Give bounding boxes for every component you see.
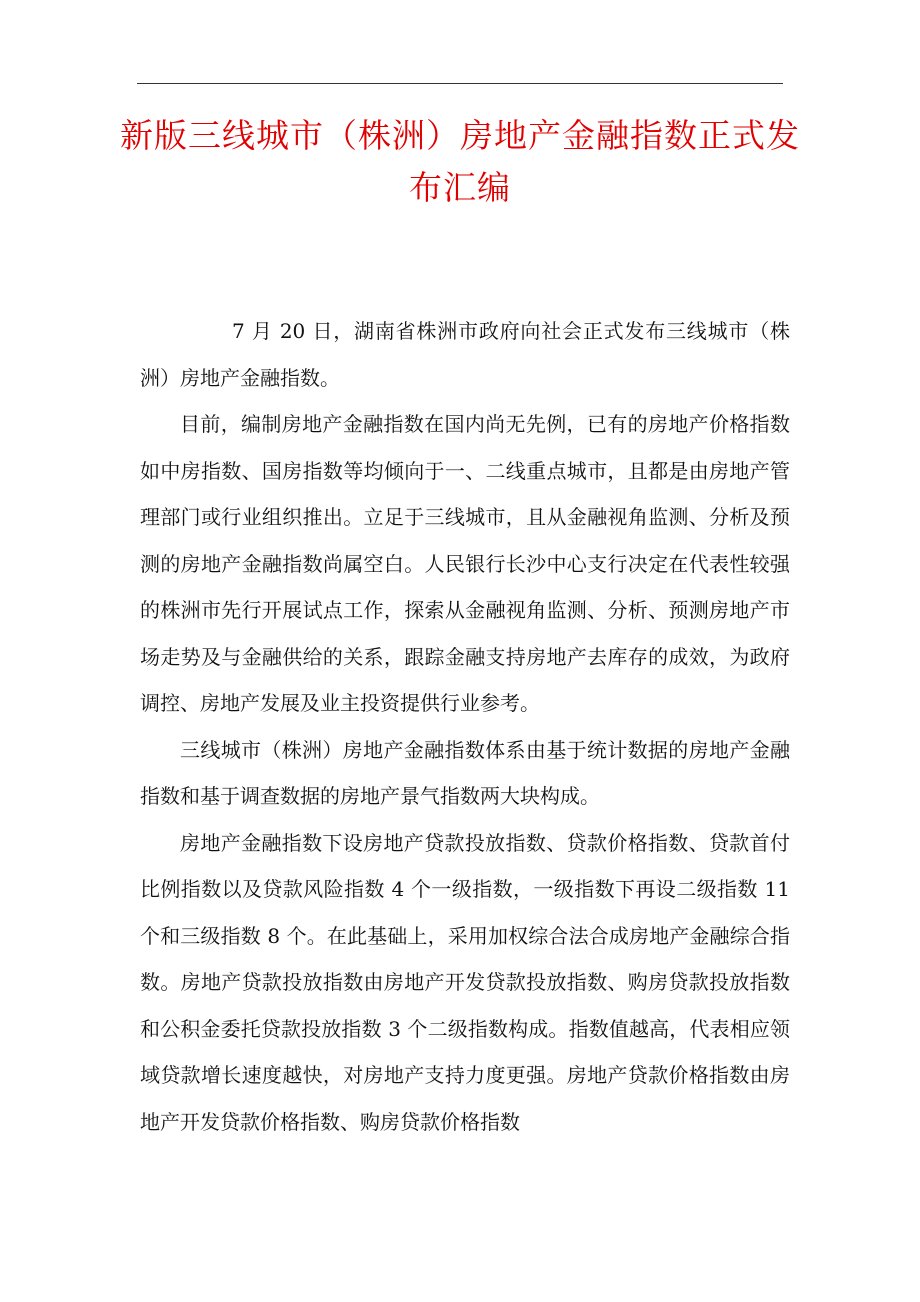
document-body [140,308,790,1145]
paragraph-3: 三线城市（株洲）房地产金融指数体系由基于统计数据的房地产金融指数和基于调查数据的房地产景气指数两大块构成。 [140,737,790,808]
paragraph-2: 目前，编制房地产金融指数在国内尚无先例，已有的房地产价格指数如中房指数、国房指数等均倾向于一、二线重点城市，且都是由房地产管理部门或行业组织推出。立足于三线城市，且从金融视角监测、分析及预测的房地产金融指数尚属空白。人民银行长沙中心支行决定在代表性较强的株洲市先行开展试点工作，探索从金融视角监测、分析、预测房地产市场走势及与金融供给的关系，跟踪金融支持房地产去库存的成效，为政府调控、房地产发展及业主投资提供行业参考。 [140,412,790,715]
document-title: 新版三线城市（株洲）房地产金融指数正式发布汇编 [120,116,800,207]
paragraph-4: 房地产金融指数下设房地产贷款投放指数、贷款价格指数、贷款首付比例指数以及贷款风险指数 4 个一级指数，一级指数下再设二级指数 11 个和三级指数 8 个。在此基础上，采用加权综合法合成房地产金融综合指数。房地产贷款投放指数由房地产开发贷款投放指数、购房贷款投放指数和公积金委托贷款投放指数 3 个二级指数构成。指数值越高，代表相应领域贷款增长速度越快，对房地产支持力度更强。房地产贷款价格指数由房地产开发贷款价格指数、购房贷款价格指数 [140,830,790,1134]
paragraph-1: 7 月 20 日，湖南省株洲市政府向社会正式发布三线城市（株洲）房地产金融指数。 [140,319,790,390]
header-rule [137,83,783,84]
